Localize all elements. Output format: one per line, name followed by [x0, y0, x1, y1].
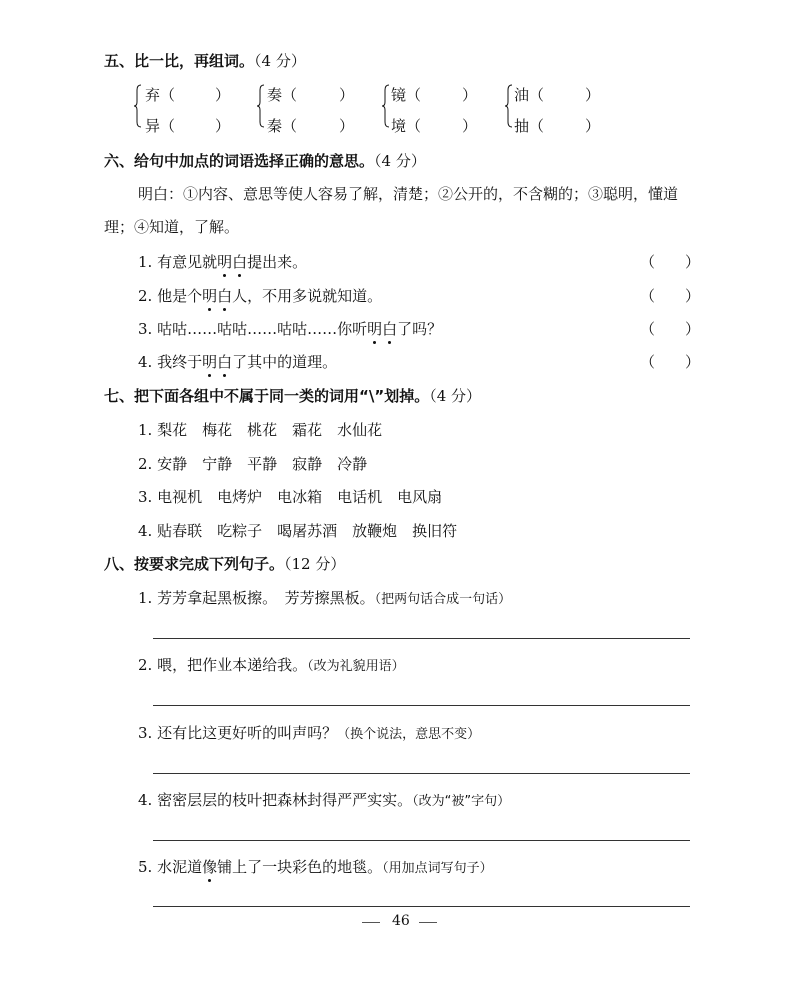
sentence-task-2: 2. 喂，把作业本递给我。（改为礼貌用语） [138, 656, 405, 674]
dotted-word: 白 [232, 253, 248, 271]
pair-3-bottom: 境（ [391, 117, 422, 135]
task-instruction: （把两句话合成一句话） [374, 592, 512, 607]
task-instruction: （用加点词写句子） [382, 861, 493, 876]
pair-4-top: 油（ [514, 86, 545, 104]
pair-2-bottom-close: ） [339, 117, 355, 135]
question-6-3: 3. 咕咕……咕咕……咕咕……你听明白了吗？ [138, 320, 443, 338]
section-6-score: （4 分） [374, 152, 426, 170]
dotted-word: 明 [367, 320, 383, 338]
pair-2-top: 奏（ [267, 86, 298, 104]
dotted-word: 明 [202, 287, 218, 305]
section-8-heading [104, 553, 345, 574]
section-5-heading [104, 50, 306, 71]
pair-3-top: 镜（ [391, 86, 422, 104]
section-8-title: 八、按要求完成下列句子。 [104, 555, 285, 573]
section-7-score: （4 分） [429, 387, 482, 405]
sentence-task-3: 3. 还有比这更好听的叫声吗？（换个说法，意思不变） [138, 724, 481, 742]
word-group-3[interactable]: 3. 电视机 电烤炉 电冰箱 电话机 电风扇 [138, 488, 443, 506]
word-group-1[interactable]: 1. 梨花 梅花 桃花 霜花 水仙花 [138, 421, 383, 439]
section-6-title: 六、给句中加点的词语选择正确的意思。 [104, 152, 375, 170]
pair-1-bottom: 异（ [145, 117, 176, 135]
dotted-word: 明 [202, 353, 218, 371]
page-number: 46 [392, 913, 410, 929]
question-6-2: 2. 他是个明白人，不用多说就知道。 [138, 287, 383, 305]
definition-line-2: 理；④知道，了解。 [104, 218, 240, 236]
answer-paren-3[interactable]: （ ） [640, 320, 701, 338]
brace-icon [134, 84, 142, 128]
brace-icon [257, 84, 265, 128]
pair-4-bottom: 抽（ [514, 117, 545, 135]
dotted-word: 明 [217, 253, 233, 271]
pair-3-bottom-close: ） [462, 117, 478, 135]
sentence-task-1: 1. 芳芳拿起黑板擦。 芳芳擦黑板。（把两句话合成一句话） [138, 589, 512, 607]
pair-4-bottom-close: ） [585, 117, 601, 135]
pair-1-top-close: ） [215, 86, 231, 104]
answer-line-1[interactable] [153, 638, 690, 639]
task-instruction: （改为礼貌用语） [307, 659, 405, 674]
section-5-score: （4 分） [254, 52, 306, 70]
answer-line-2[interactable] [153, 705, 690, 706]
dotted-word: 白 [217, 353, 233, 371]
question-6-4: 4. 我终于明白了其中的道理。 [138, 353, 338, 371]
pair-1-bottom-close: ） [215, 117, 231, 135]
answer-line-3[interactable] [153, 773, 690, 774]
section-7-heading [104, 385, 481, 406]
answer-paren-2[interactable]: （ ） [640, 287, 701, 305]
brace-icon [505, 84, 513, 128]
word-group-2[interactable]: 2. 安静 宁静 平静 寂静 冷静 [138, 455, 368, 473]
brace-icon [382, 84, 390, 128]
footer-dash-left [362, 922, 380, 923]
dotted-word: 白 [217, 287, 233, 305]
pair-4-top-close: ） [585, 86, 601, 104]
answer-line-5[interactable] [153, 906, 690, 907]
pair-2-top-close: ） [339, 86, 355, 104]
word-group-4[interactable]: 4. 贴春联 吃粽子 喝屠苏酒 放鞭炮 换旧符 [138, 522, 458, 540]
answer-paren-4[interactable]: （ ） [640, 353, 701, 371]
dotted-word: 像 [202, 858, 218, 876]
pair-3-top-close: ） [462, 86, 478, 104]
section-5-title: 五、比一比，再组词。 [104, 52, 255, 70]
sentence-task-4: 4. 密密层层的枝叶把森林封得严严实实。（改为“被”字句） [138, 791, 511, 809]
definition-line-1: 明白：①内容、意思等使人容易了解，清楚；②公开的，不含糊的；③聪明，懂道 [138, 185, 679, 203]
sentence-task-5: 5. 水泥道像铺上了一块彩色的地毯。（用加点词写句子） [138, 858, 493, 876]
task-instruction: （改为“被”字句） [412, 794, 511, 809]
answer-paren-1[interactable]: （ ） [640, 253, 701, 271]
pair-1-top: 弃（ [145, 86, 176, 104]
section-7-title: 七、把下面各组中不属于同一类的词用“\”划掉。 [104, 387, 430, 405]
task-instruction: （换个说法，意思不变） [337, 727, 481, 742]
footer-dash-right [419, 922, 437, 923]
section-6-heading [104, 150, 426, 171]
question-6-1: 1. 有意见就明白提出来。 [138, 253, 308, 271]
pair-2-bottom: 秦（ [267, 117, 298, 135]
section-8-score: （12 分） [284, 555, 346, 573]
answer-line-4[interactable] [153, 840, 690, 841]
dotted-word: 白 [382, 320, 398, 338]
